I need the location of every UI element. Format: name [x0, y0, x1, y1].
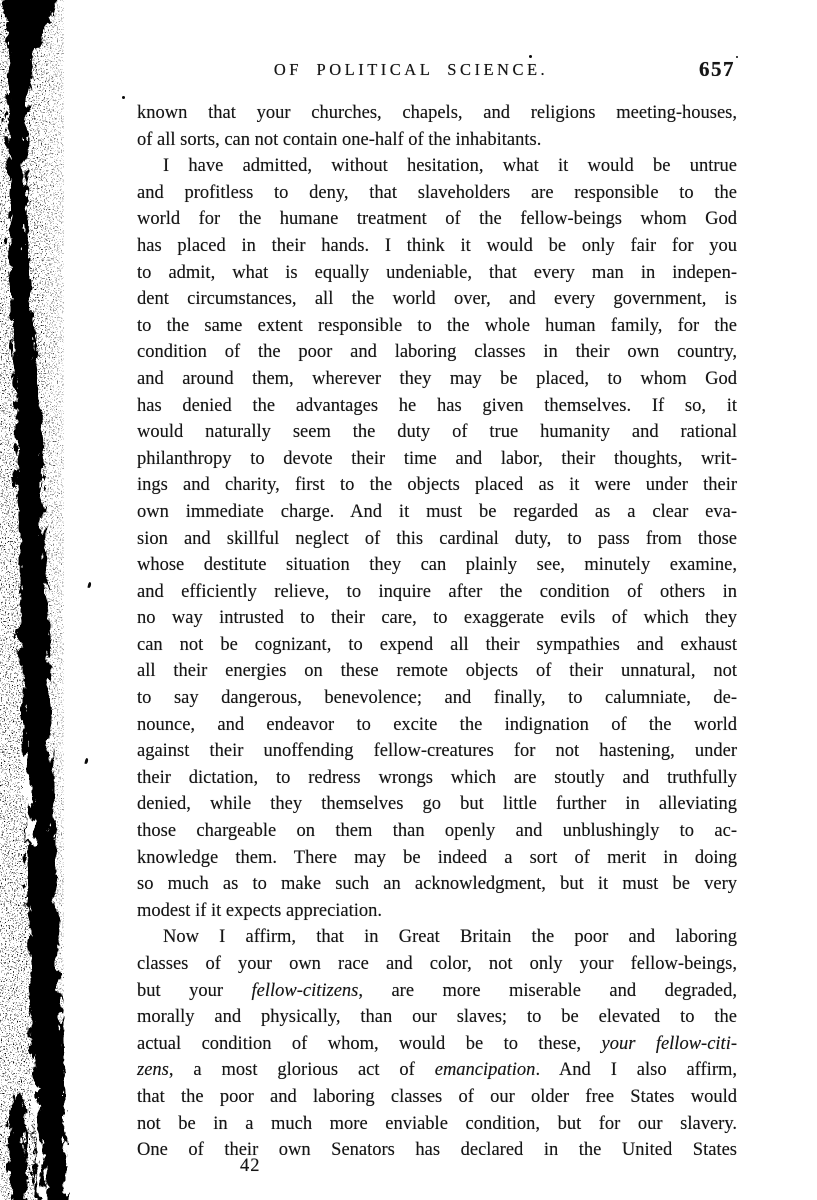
text-line: [137, 579, 737, 606]
text-run: philanthropy to devote their time and labor, their thoughts, writ-: [137, 448, 737, 469]
text-line: [137, 765, 737, 792]
page-body: [137, 100, 737, 1164]
text-run: and profitless to deny, that slaveholders are responsible to the: [137, 182, 737, 203]
text-run: , a most glorious act of: [168, 1060, 435, 1081]
text-line: [137, 206, 737, 233]
text-run: to admit, what is equally undeniable, that every man in indepen-: [137, 262, 737, 283]
text-run: their dictation, to redress wrongs which are stoutly and truthfully: [137, 767, 737, 788]
text-line: [137, 552, 737, 579]
text-line: [137, 924, 737, 951]
running-header-row: [137, 57, 737, 87]
binding-shadow-artifact: [0, 0, 80, 1200]
text-run: nounce, and endeavor to excite the indignation of the world: [137, 714, 737, 735]
text-run: against their unoffending fellow-creatures for not hastening, under: [137, 741, 737, 762]
running-header-title: OF POLITICAL SCIENCE.: [273, 60, 549, 79]
text-line: [137, 339, 737, 366]
text-run: would naturally seem the duty of true humanity and rational: [137, 422, 737, 443]
text-run: modest if it expects appreciation.: [137, 900, 383, 921]
text-line: [137, 712, 737, 739]
text-run: . And I also affirm,: [535, 1060, 737, 1081]
text-run: can not be cognizant, to expend all their sympathies and exhaust: [137, 634, 737, 655]
text-run: knowledge them. There may be indeed a sort of merit in doing: [137, 847, 737, 868]
text-line: [137, 366, 737, 393]
text-line: [137, 1031, 737, 1058]
text-run: classes of your own race and color, not only your fellow-beings,: [137, 954, 737, 974]
text-run: has placed in their hands. I think it would be only fair for you: [137, 235, 737, 256]
text-line: [137, 738, 737, 765]
text-run: to the same extent responsible to the whole human family, for the: [137, 315, 737, 336]
text-line: [137, 605, 737, 632]
text-run: not be in a much more enviable condition, but for our slavery.: [137, 1113, 737, 1134]
text-run: world for the humane treatment of the fellow-beings whom God: [137, 209, 737, 230]
text-line: [137, 1137, 737, 1164]
text-run: I have admitted, without hesitation, what it would be untrue: [163, 156, 737, 177]
text-line: [137, 153, 737, 180]
text-line: [137, 978, 737, 1005]
text-run: , are more miserable and degraded,: [358, 980, 737, 1001]
text-line: [137, 845, 737, 872]
text-run: whose destitute situation they can plainly see, minutely examine,: [137, 555, 737, 576]
text-line: [137, 472, 737, 499]
text-line: [137, 1004, 737, 1031]
text-line: [137, 260, 737, 287]
text-run: ings and charity, first to the objects placed as it were under their: [137, 475, 737, 496]
italic-text-run: zens: [137, 1060, 169, 1081]
text-line: [137, 951, 737, 978]
text-line: [137, 233, 737, 260]
text-run: of all sorts, can not contain one-half of the inhabitants.: [137, 129, 542, 150]
text-run: sion and skillful neglect of this cardinal duty, to pass from those: [137, 528, 737, 549]
text-line: [137, 100, 737, 127]
text-run: One of their own Senators has declared in the United States: [137, 1140, 737, 1161]
ink-speck: [84, 758, 88, 764]
text-run: no way intrusted to their care, to exaggerate evils of which they: [137, 608, 737, 629]
text-line: [137, 871, 737, 898]
text-line: [137, 685, 737, 712]
ink-speck: [87, 582, 91, 588]
text-run: all their energies on these remote objects of their unnatural, not: [137, 661, 737, 682]
italic-text-run: emancipation: [434, 1060, 536, 1081]
text-line: [137, 313, 737, 340]
text-line: [137, 658, 737, 685]
text-line: [137, 499, 737, 526]
text-run: those chargeable on them than openly and unblushingly to ac-: [137, 821, 737, 842]
text-line: [137, 526, 737, 553]
text-run: dent circumstances, all the world over, and every government, is: [137, 289, 737, 310]
text-line: [137, 1111, 737, 1138]
text-line: [137, 632, 737, 659]
italic-text-run: fellow-citizens: [251, 980, 359, 1001]
text-run: Now I affirm, that in Great Britain the poor and laboring: [163, 927, 737, 948]
text-run: actual condition of whom, would be to these,: [137, 1033, 602, 1054]
ink-blob: [6, 1091, 23, 1200]
text-line: [137, 1084, 737, 1111]
text-run: morally and physically, than our slaves; to be elevated to the: [137, 1007, 737, 1028]
text-line: [137, 180, 737, 207]
text-run: to say dangerous, benevolence; and finally, to calumniate, de-: [137, 688, 737, 709]
text-run: condition of the poor and laboring classes in their own country,: [137, 342, 737, 363]
text-run: and around them, wherever they may be placed, to whom God: [137, 368, 737, 389]
text-line: [137, 419, 737, 446]
page-number: 657: [699, 57, 735, 81]
text-line: [137, 1057, 737, 1084]
text-line: [137, 898, 737, 925]
text-line: [137, 286, 737, 313]
text-line: [137, 446, 737, 473]
text-line: [137, 393, 737, 420]
signature-mark: 42: [240, 1156, 261, 1176]
text-line: [137, 127, 737, 154]
text-run: so much as to make such an acknowledgment, but it must be very: [137, 874, 737, 895]
text-line: [137, 818, 737, 845]
text-run: and efficiently relieve, to inquire after the condition of others in: [137, 581, 737, 602]
text-run: known that your churches, chapels, and religions meeting-houses,: [137, 103, 737, 123]
text-run: has denied the advantages he has given themselves. If so, it: [137, 395, 737, 416]
text-run: denied, while they themselves go but little further in alleviating: [137, 794, 737, 815]
italic-text-run: your fellow-citi-: [601, 1033, 737, 1054]
text-line: [137, 791, 737, 818]
text-run: but your: [137, 980, 252, 1001]
text-run: own immediate charge. And it must be regarded as a clear eva-: [137, 501, 737, 522]
text-run: that the poor and laboring classes of our older free States would: [137, 1086, 737, 1107]
ink-speck: [122, 96, 125, 99]
